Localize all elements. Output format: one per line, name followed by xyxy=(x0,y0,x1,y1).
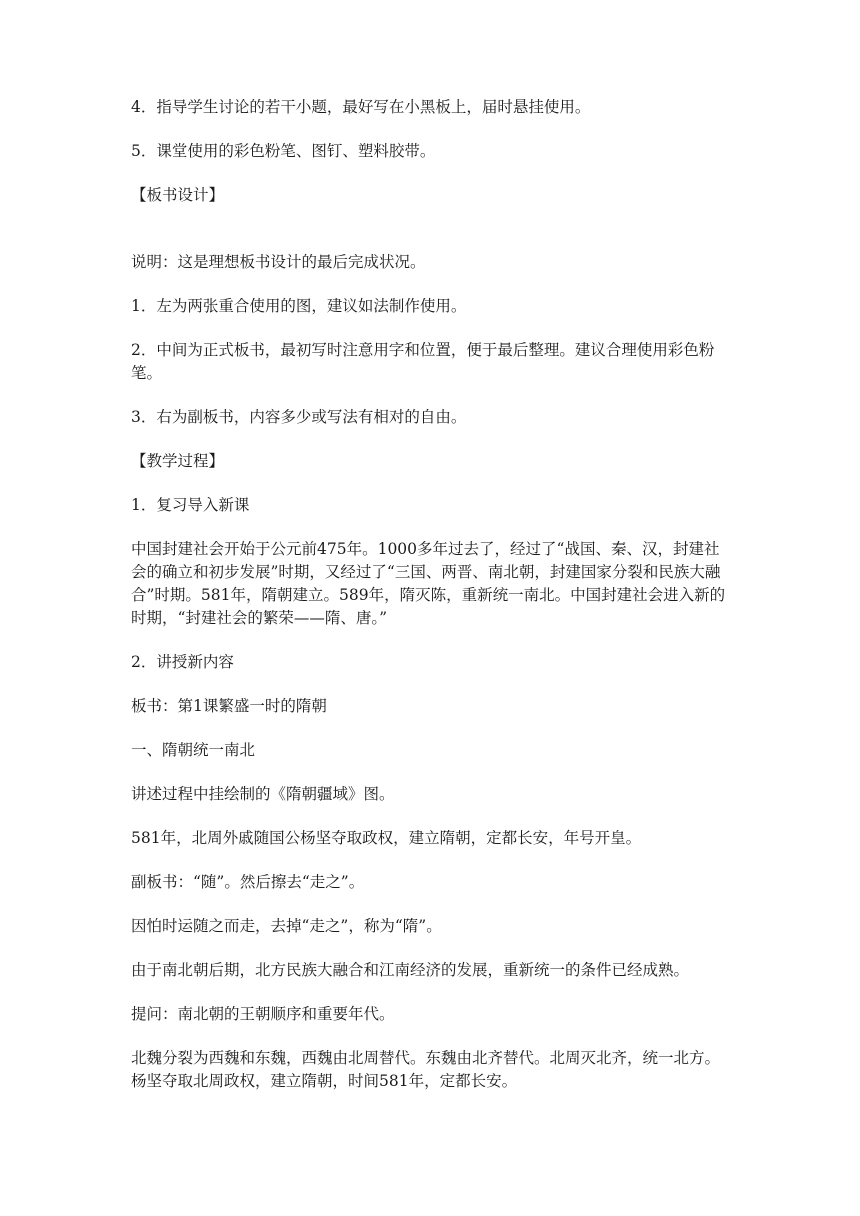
paragraph-map-note: 讲述过程中挂绘制的《隋朝疆域》图。 xyxy=(131,785,395,803)
paragraph-step-2: 2．讲授新内容 xyxy=(131,653,234,671)
paragraph-name-origin: 因怕时运随之而走，去掉“走之”，称为“隋”。 xyxy=(131,917,442,935)
paragraph-question: 提问：南北朝的王朝顺序和重要年代。 xyxy=(131,1005,395,1023)
paragraph-step-1: 1．复习导入新课 xyxy=(131,496,250,514)
paragraph-yang-jian: 581年，北周外戚随国公杨坚夺取政权，建立隋朝，定都长安，年号开皇。 xyxy=(131,829,642,847)
paragraph-review-intro: 中国封建社会开始于公元前475年。1000多年过去了，经过了“战国、秦、汉，封建社会的确立和初步发展”时期，又经过了“三国、两晋、南北朝，封建国家分裂和民族大融合”时期。581年，隋朝建立。589年，隋灭陈，重新统一南北。中国封建社会进入新的时期，“封建社会的繁荣——隋、唐。” xyxy=(131,540,726,627)
paragraph-prep-item-5: 5．课堂使用的彩色粉笔、图钉、塑料胶带。 xyxy=(131,142,436,160)
paragraph-prep-item-4: 4．指导学生讨论的若干小题，最好写在小黑板上，届时悬挂使用。 xyxy=(131,98,591,116)
paragraph-board-lesson-title: 板书：第1课繁盛一时的隋朝 xyxy=(131,697,327,715)
paragraph-board-item-1: 1．左为两张重合使用的图，建议如法制作使用。 xyxy=(131,297,467,315)
document-page xyxy=(131,96,731,1114)
paragraph-conditions: 由于南北朝后期，北方民族大融合和江南经济的发展，重新统一的条件已经成熟。 xyxy=(131,961,690,979)
paragraph-board-note: 说明：这是理想板书设计的最后完成状况。 xyxy=(131,253,426,271)
paragraph-subheading-unification: 一、隋朝统一南北 xyxy=(131,741,256,759)
section-heading-teaching-process: 【教学过程】 xyxy=(131,452,225,470)
paragraph-sub-board: 副板书：“随”。然后擦去“走之”。 xyxy=(131,873,365,891)
section-heading-board-design: 【板书设计】 xyxy=(131,186,225,204)
paragraph-board-item-3: 3．右为副板书，内容多少或写法有相对的自由。 xyxy=(131,408,467,426)
paragraph-dynasty-sequence: 北魏分裂为西魏和东魏，西魏由北周替代。东魏由北齐替代。北周灭北齐，统一北方。杨坚夺取北周政权，建立隋朝，时间581年，定都长安。 xyxy=(131,1049,721,1090)
paragraph-board-item-2: 2．中间为正式板书，最初写时注意用字和位置，便于最后整理。建议合理使用彩色粉笔。 xyxy=(131,341,715,382)
